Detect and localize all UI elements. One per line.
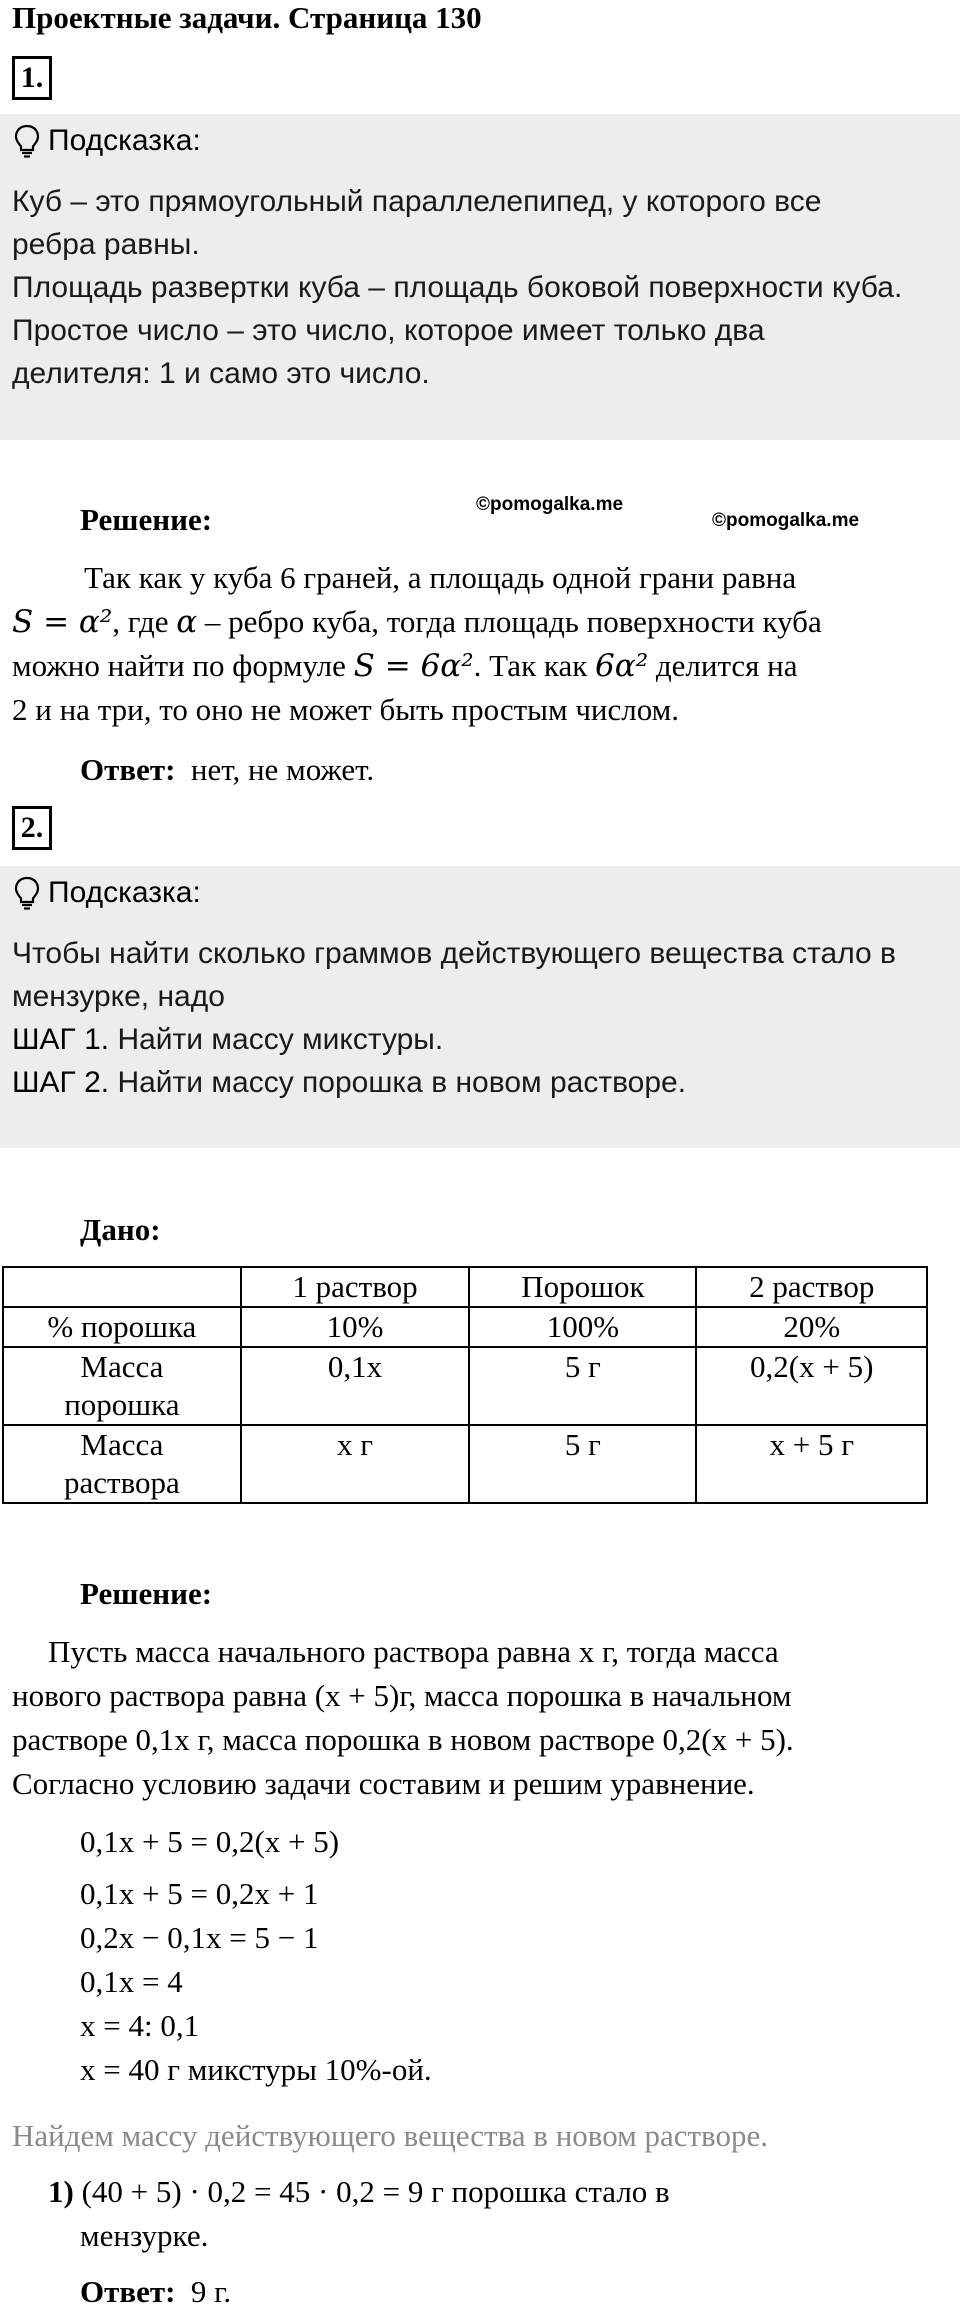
table-cell: 5 г <box>469 1425 696 1503</box>
watermark: ©pomogalka.me <box>476 494 624 515</box>
equation: 0,1x = 4 <box>80 1964 183 1999</box>
page-title: Проектные задачи. Страница 130 <box>12 0 482 35</box>
equation-block <box>80 1820 432 2092</box>
task-2-answer <box>80 2270 231 2314</box>
hint-label: Подсказка: <box>48 124 201 157</box>
lightbulb-icon <box>14 124 40 158</box>
task-1-solution-text <box>12 556 952 732</box>
table-cell: 100% <box>469 1307 696 1347</box>
task-1-number: 1. <box>12 56 52 100</box>
task-1-hint-header <box>14 124 201 158</box>
hint-line: делителя: 1 и само это число. <box>12 357 430 390</box>
table-cell: 0,2(x + 5) <box>696 1347 927 1425</box>
table-cell: x г <box>241 1425 470 1503</box>
hint-step <box>12 1061 896 1104</box>
hint-line: Простое число – это число, которое имеет только два <box>12 314 765 347</box>
hint-label: Подсказка: <box>48 876 201 909</box>
lightbulb-icon <box>14 876 40 910</box>
given-table <box>2 1266 928 1504</box>
table-header <box>3 1267 241 1307</box>
step-text: мензурке. <box>80 2218 209 2253</box>
answer-label: Ответ: <box>80 2274 176 2309</box>
task-2-hint-text <box>12 932 896 1104</box>
given-label: Дано: <box>80 1212 161 1247</box>
solution-line: Согласно условию задачи составим и решим уравнение. <box>12 1766 755 1801</box>
hint-line: мензурке, надо <box>12 980 225 1013</box>
table-cell: 5 г <box>469 1347 696 1425</box>
table-row <box>3 1347 927 1425</box>
watermark: ©pomogalka.me <box>712 510 860 531</box>
solution-line: Пусть масса начального раствора равна x г, тогда масса <box>48 1634 779 1669</box>
table-header: Порошок <box>469 1267 696 1307</box>
table-header: 2 раствор <box>696 1267 927 1307</box>
hint-step <box>12 1018 896 1061</box>
task-2-hint-box <box>0 866 960 1148</box>
equation: 0,1x + 5 = 0,2x + 1 <box>80 1876 319 1911</box>
formula: S = α² <box>12 604 113 640</box>
equation: x = 40 г микстуры 10%-ой. <box>80 2052 432 2087</box>
task-2-number: 2. <box>12 806 52 850</box>
solution-line: нового раствора равна (x + 5)г, масса порошка в начальном <box>12 1678 792 1713</box>
table-cell: 0,1x <box>241 1347 470 1425</box>
answer-value: 9 г. <box>190 2274 232 2309</box>
text: . Так как <box>473 648 596 683</box>
hint-line: Куб – это прямоугольный параллелепипед, у которого все <box>12 185 822 218</box>
solution-line: Так как у куба 6 граней, а площадь одной грани равна <box>84 560 797 595</box>
formula: α <box>176 604 198 640</box>
solution-line: 2 и на три, то оно не может быть простым числом. <box>12 692 680 727</box>
hint-line: Площадь развертки куба – площадь боковой поверхности куба. <box>12 271 903 304</box>
task-1-hint-box <box>0 114 960 440</box>
equation: 0,2x − 0,1x = 5 − 1 <box>80 1920 319 1955</box>
answer-value: нет, не может. <box>190 752 375 787</box>
hint-line: ребра равны. <box>12 228 200 261</box>
table-header-row <box>3 1267 927 1307</box>
answer-label: Ответ: <box>80 752 176 787</box>
find-line: Найдем массу действующего вещества в новом растворе. <box>12 2118 768 2153</box>
step-1 <box>48 2170 948 2258</box>
text: , где <box>112 604 177 639</box>
task-2-solution-text <box>12 1630 952 1806</box>
table-cell: 20% <box>696 1307 927 1347</box>
step-text: (40 + 5) · 0,2 = 45 · 0,2 = 9 г порошка стало в <box>81 2174 670 2209</box>
solution-line <box>12 644 952 688</box>
formula: S = 6α² <box>353 648 474 684</box>
step-label: ШАГ 2. <box>12 1066 110 1099</box>
table-row <box>3 1425 927 1503</box>
table-cell: Масса раствора <box>3 1425 241 1503</box>
equation: 0,1x + 5 = 0,2(x + 5) <box>80 1824 340 1859</box>
table-row <box>3 1307 927 1347</box>
task-2-hint-header <box>14 876 201 910</box>
step-text: Найти массу микстуры. <box>109 1023 444 1056</box>
task-2-solution-label: Решение: <box>80 1576 213 1611</box>
solution-line <box>12 600 952 644</box>
table-cell: Масса порошка <box>3 1347 241 1425</box>
text: можно найти по формуле <box>12 648 354 683</box>
table-cell: 10% <box>241 1307 470 1347</box>
equation: x = 4: 0,1 <box>80 2008 200 2043</box>
text: – ребро куба, тогда площадь поверхности куба <box>197 604 822 639</box>
formula: 6α² <box>595 648 649 684</box>
task-1-solution-label: Решение: <box>80 502 213 537</box>
task-1-answer <box>80 748 374 792</box>
table-header: 1 раствор <box>241 1267 470 1307</box>
hint-line: Чтобы найти сколько граммов действующего вещества стало в <box>12 937 896 970</box>
solution-line: растворе 0,1x г, масса порошка в новом растворе 0,2(x + 5). <box>12 1722 794 1757</box>
step-text: Найти массу порошка в новом растворе. <box>109 1066 687 1099</box>
step-label: ШАГ 1. <box>12 1023 110 1056</box>
table-cell: % порошка <box>3 1307 241 1347</box>
step-number: 1) <box>48 2174 74 2209</box>
task-1-hint-text <box>12 180 902 395</box>
text: делится на <box>648 648 798 683</box>
table-cell: x + 5 г <box>696 1425 927 1503</box>
